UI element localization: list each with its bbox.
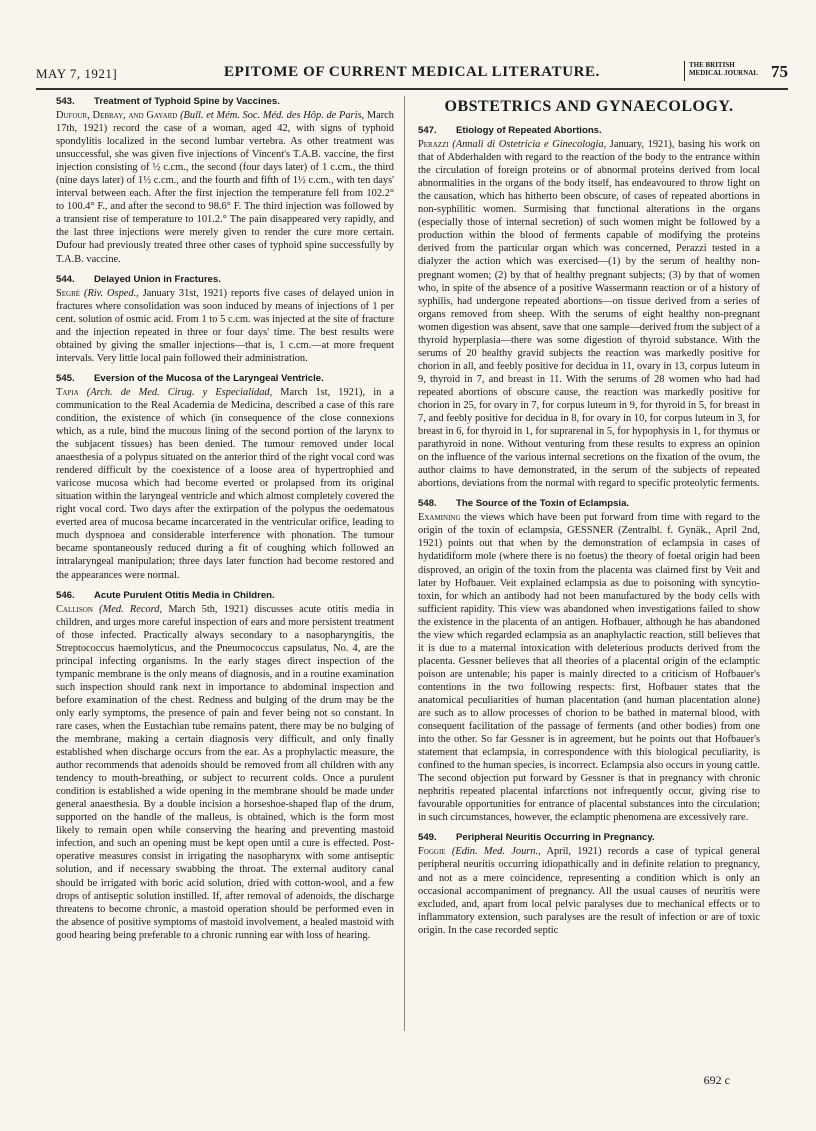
article-author: Foggie [418, 846, 446, 858]
section-title: OBSTETRICS AND GYNAECOLOGY. [444, 98, 734, 115]
article-heading [56, 373, 394, 385]
article-546 [56, 590, 394, 942]
article-citation: (Edin. Med. Journ., [451, 846, 541, 858]
article-number: 547. [418, 125, 437, 137]
article-548 [418, 498, 760, 824]
article-text: March 17th, 1921) record the case of a woman, aged 42, with signs of typhoid spondylitis localized in the second lumbar vertebra. As other treatment was unsuccessful, she was given five injections of Vincent's T.A.B. vaccine, the first injection consisting of ½ c.cm., the second (four days later) of 1 c.cm., the third (nine days later) of 1½ c.cm., and the fourth and fifth of 1½ c.cm., with ten days' interval between each. After the first injection the temperature fell from 102.2° to 100.4° F., and after the second to 98.6° F. The third injection was followed by a transient rise of temperature to 101.2.° The pain disappeared very rapidly, and the last three injections were merely given to render the cure more certain. Dufour had previously treated three other cases of typhoid spine successfully by T.A.B. vaccine. [56, 110, 394, 265]
article-heading [56, 590, 394, 602]
article-author: Examining [418, 512, 461, 524]
article-text: March 5th, 1921) discusses acute otitis media in children, and urges more careful inspection of ears and more persistent treatment of those infected. Practically always secondary to a nasopharyngitis, the Streptococcus haemolyticus, and the Pneumococcus capsulatus, No. 4, are the principal infecting organisms. In the early stages direct inspection of the tympanic membrane is the only means of diagnosis, and in a routine examination such inspection should rank next in importance to abdominal inspection and before examination of the chest. Redness and bulging of the drum may be the only early symptoms, the presence of pain and fever being not so constant. In rare cases, when the Eustachian tube remains patent, there may be no bulging of the membrane, making a certain diagnosis very difficult, and only finally established when discharge occurs from the ear. As a prophylactic measure, the author recommends that adenoids should be removed from all children with any tendency to mouth-breathing, or subject to recurrent colds. Once a purulent condition is established a wide opening in the membrane should be made under general anaesthesia. By a double incision a horseshoe-shaped flap of the drum, supported on the handle of the malleus, is obtained, which is the form most likely to remain open while conserving the hearing and preventing mastoid infection, and such an opening must be kept open until a cure is effected. Post-operative measures consist in irrigating the nasopharynx with some antiseptic solution, and if necessary swabbing the throat. The external auditory canal should be irrigated with boric acid solution, dried with cotton-wool, and a few drops of antiseptic solution instilled. If, after removal of adenoids, the discharge threatens to become chronic, a mastoid operation should be performed even in the absence of positive symptoms of mastoid involvement, a healed mastoid with good hearing being preferable to a chronic running ear with loss of hearing. [56, 603, 394, 941]
article-text: March 1st, 1921), in a communication to the Real Academia de Medicina, described a case of this rare condition, the existence of which (in consequence of the close connexions which, as a rule, bind the mucous lining of the second portion of the larynx to the subjacent tissues) has been denied. The tumour removed under local anaesthesia of a polypus situated on the anterior third of the right vocal cord was rendered difficult by the coexistence of a loose area of hypertrophied and varicose mucosa which had become everted or prolapsed from its original situation within the laryngeal ventricle and which almost completely covered the right vocal cord. Two days after the extirpation of the polypus the oedematous everted area of mucosa became incarcerated in the ventricular orifice, leading to much dyspnoea and considerable interference with phonation. The tumour became spontaneously reduced during a fit of coughing which followed an intralaryngeal manipulation; three days later function had become restored and the appearances were normal. [56, 386, 394, 581]
article-citation: (Arch. de Med. Cirug. y Especialidad, [86, 386, 273, 398]
article-author: Dufour, Debray, and Gayard [56, 110, 178, 121]
right-column [418, 96, 760, 945]
article-citation: (Annali di Ostetricia e Ginecologia, [452, 139, 607, 151]
column-divider [404, 96, 405, 1031]
article-title: Eversion of the Mucosa of the Laryngeal Ventricle. [94, 372, 324, 384]
article-number: 544. [56, 273, 75, 285]
article-number: 545. [56, 372, 75, 384]
journal-masthead [684, 61, 758, 81]
article-text: the views which have been put forward from time with regard to the origin of the toxin of eclampsia, GESSNER (Zentralbl. f. Gynäk., April 2nd, 1921) points out that when by the demonstration of eclampsia in cases of hydatidiform mole (where there is no foetus) the theory of foetal origin had been disproved, an origin of the toxin from the placenta was claimed first by Veit and later by Hofbauer. Veit explained eclampsia as due to poisoning with syncytio-toxin, for which an antibody had not been manufactured by the body cells with sufficient rapidity. This view was abandoned when investigations failed to show the existence in the placenta of an antigen. Hofbauer, although he has abandoned the view which regarded eclampsia as an anaphylactic reaction, still believes that it is due to a maternal intoxication with deleterious products derived from the placenta. Gessner believes that all theories of a placental origin of the eclamptic poison are untenable; his paper is mainly directed to a criticism of Hofbauer's contentions in the two following respects: first, Hofbauer states that the anatomical peculiarities of human placentation (and human placentation alone) are such as to allow processes of chorion to be bathed in maternal blood, with consequent facilitation of the passage of ferments (and other bodies) from one into the other. So far Gessner is in agreement, but he points out that Hofbauer's statement that eclampsia, in correspondence with this biological peculiarity, is confined to the human species, is incorrect. Eclampsia also occurs in young cattle. The second objection put forward by Gessner is that in pregnancy with chronic nephritis repeated placental infarctions not infrequently occur, giving rise to favourable opportunities for entrance of placental substances into the circulation; in such circumstances, however, the eclamptic phenomena are excessively rare. [418, 512, 760, 824]
article-author: Segré [56, 287, 81, 299]
article-title: Etiology of Repeated Abortions. [456, 125, 602, 137]
article-author: Tapia [56, 386, 79, 398]
article-body [56, 287, 394, 365]
article-number: 546. [56, 589, 75, 601]
article-545 [56, 373, 394, 582]
article-number: 549. [418, 832, 437, 844]
article-heading [418, 832, 760, 844]
article-heading [418, 125, 760, 137]
issue-date: MAY 7, 1921] [36, 66, 118, 81]
article-body [56, 386, 394, 582]
header-rule [36, 88, 788, 90]
article-body [56, 109, 394, 266]
left-column [56, 96, 394, 950]
page-footer: 692 c [703, 1073, 730, 1087]
page-number: 75 [771, 62, 788, 81]
article-body [418, 845, 760, 936]
article-544 [56, 274, 394, 365]
article-citation: (Med. Record, [99, 603, 163, 615]
article-543 [56, 96, 394, 266]
article-title: Treatment of Typhoid Spine by Vaccines. [94, 96, 280, 107]
article-title: Acute Purulent Otitis Media in Children. [94, 589, 275, 601]
article-number: 548. [418, 498, 437, 510]
article-title: Delayed Union in Fractures. [94, 273, 221, 285]
article-body [418, 511, 760, 824]
article-author: Perazzi [418, 139, 449, 151]
article-text: January, 1921), basing his work on that of Abderhalden with regard to the reaction of the body to the entrance within the circulation of foreign proteins or of abnormal proteins derived from local abnormalities in the organs of the body itself, has endeavoured to throw light on the causation, which has hitherto been obscure, of cases of repeated abortions in non-syphilitic women. Surmising that functional alterations in the organs (especially those of internal secretion) of such women might be followed by a production within the blood of ferments capable of modifying the proteins derived from the particular organ which was concerned, Perazzi tested in a dialyzer the action which was exercised—(1) by the serum of healthy non-pregnant women; (2) by that of healthy pregnant subjects; (3) by that of women who, in spite of the absence of a positive Wassermann reaction or of a history of syphilis, had undergone repeated abortions—on tissue derived from a series of organs removed from sheep. With the serums of eight healthy non-pregnant women digestion was absent, save that one sample—derived from the subject of a thyroid hyperplasia—there was some digestion of thyroid substance. With the serums of 20 healthy gravid subjects the reaction was markedly positive for chorion in all, and feebly positive for decidua in 11, ovary in 13, corpus luteum in 9, thyroid in 7, and breast in 11. With the serums of 28 women who had had repeated abortions of obscure cause, the reaction was markedly positive for chorion in 25, for ovary in 7, for corpus luteum in 9, for thyroid in 5, for breast in 7, and feebly positive for decidua in 8, for ovary in 10, for corpus luteum in 3, for breast in 6, for thyroid in 1, for suprarenal in 5, for hypophysis in 1, for thymus or parathyroid in none. Without venturing from these results to express an opinion on the influence of the various internal secretions on the fixation of the ovum, the author claims to have demonstrated, in the serum of the subjects of repeated abortions, deviations from the normal with regard to specific proteolytic ferments. [418, 139, 760, 490]
article-title: Peripheral Neuritis Occurring in Pregnancy. [456, 832, 655, 844]
article-citation: (Riv. Osped., [83, 287, 139, 299]
article-citation: (Bull. et Mém. Soc. Méd. des Hôp. de Paris, [180, 110, 365, 121]
article-text: April, 1921) records a case of typical general peripheral neuritis occurring idiopathically and in definite relation to pregnancy, and not as a mere coincidence, representing a condition which is only an occasional accompaniment of pregnancy. All the usual causes of neuritis were excluded, and, apart from local pelvic paralyses due to mechanical effects or to inflammatory extension, such paralyses are the result of infection or are of toxic origin. In the case recorded septic [418, 846, 761, 936]
page-header [36, 58, 788, 88]
article-text: January 31st, 1921) reports five cases of delayed union in fractures where consolidation was soon induced by means of injections of 1 per cent. solution of osmic acid. From 1 to 5 c.cm. was injected at the site of fracture and the injection repeated in three or four days' time. The best results were obtained by giving the smaller injections—that is, 1 c.cm.—at more frequent intervals. Very little local pain followed their administration. [56, 287, 395, 364]
journal-line-2: MEDICAL JOURNAL [688, 69, 758, 77]
article-author: Callison [56, 603, 93, 615]
article-heading [56, 274, 394, 286]
article-547 [418, 125, 760, 490]
article-heading [56, 96, 394, 108]
article-heading [418, 498, 760, 510]
article-body [418, 138, 760, 490]
article-number: 543. [56, 96, 75, 107]
running-title: EPITOME OF CURRENT MEDICAL LITERATURE. [223, 64, 601, 80]
journal-line-1: THE BRITISH [688, 61, 735, 69]
article-title: The Source of the Toxin of Eclampsia. [456, 498, 630, 510]
article-549 [418, 832, 760, 936]
article-body [56, 603, 394, 942]
